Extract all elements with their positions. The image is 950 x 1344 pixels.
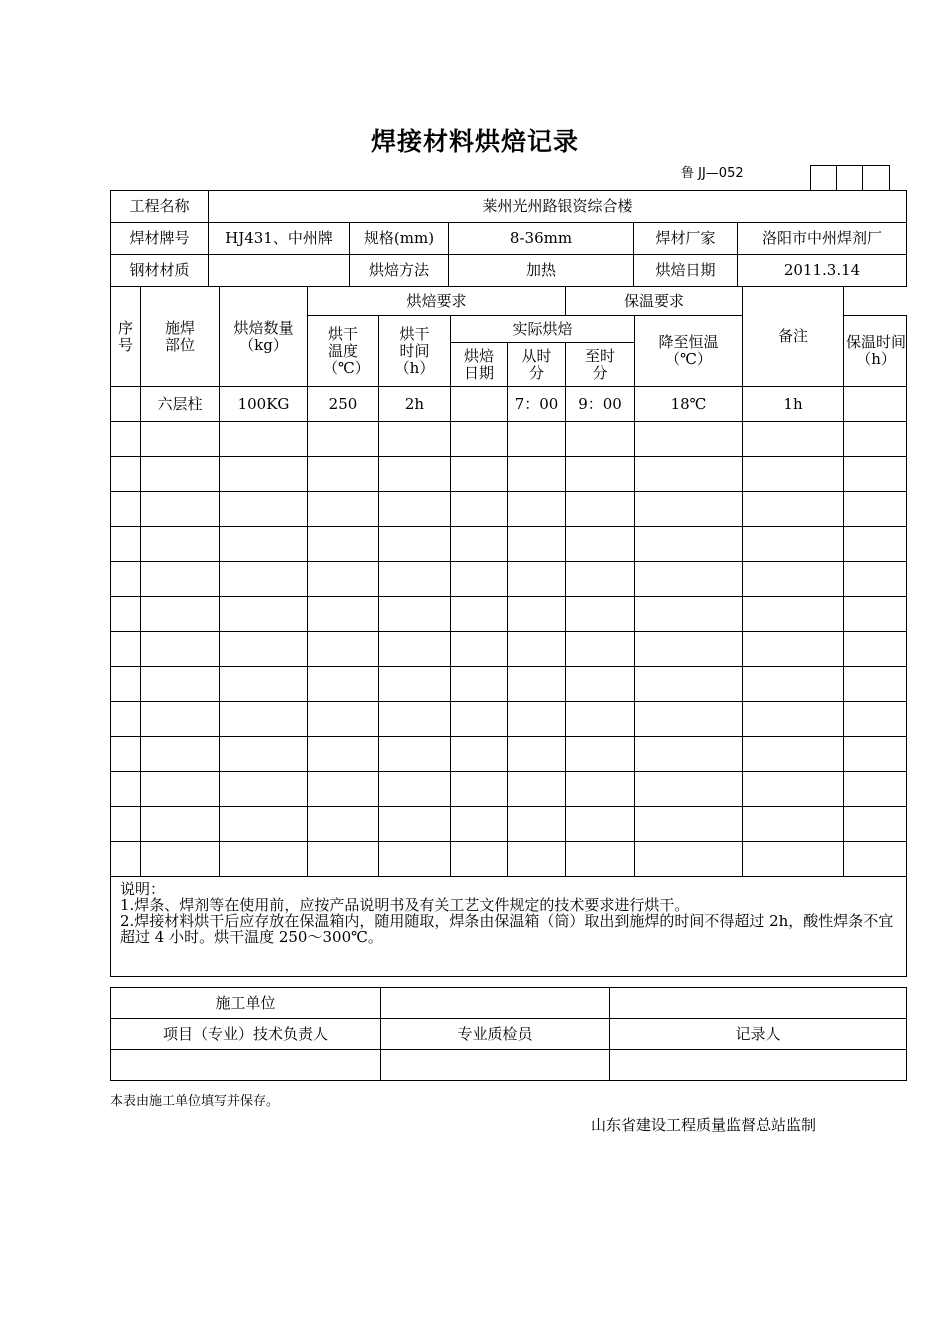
- header-from-time: [508, 343, 566, 387]
- number-boxes: [810, 165, 890, 190]
- table-row: [111, 527, 907, 562]
- cell-dry-temp[interactable]: [308, 702, 379, 737]
- header-remark: 备注: [743, 287, 844, 387]
- cell-position[interactable]: [141, 632, 220, 667]
- header-seq-text: 序号: [117, 318, 133, 354]
- table-row: [111, 772, 907, 807]
- form-title: 焊接材料烘焙记录: [370, 127, 579, 156]
- cell-keep-time[interactable]: [743, 632, 844, 667]
- cell-keep-time[interactable]: [743, 667, 844, 702]
- header-keep-time: [844, 316, 907, 387]
- cell-remark[interactable]: [844, 737, 907, 772]
- cell-remark[interactable]: [844, 807, 907, 842]
- table-row: [111, 737, 907, 772]
- cell-bake-date[interactable]: [451, 422, 508, 457]
- cell-bake-date[interactable]: [451, 807, 508, 842]
- cell-dry-time[interactable]: [379, 667, 451, 702]
- header-from-time-text: 从时分: [521, 346, 552, 382]
- maker-value[interactable]: 洛阳市中州焊剂厂: [738, 223, 907, 255]
- cell-position[interactable]: [141, 842, 220, 877]
- table-row: [111, 457, 907, 492]
- cell-to[interactable]: [566, 597, 635, 632]
- cell-to[interactable]: [566, 492, 635, 527]
- cell-quantity[interactable]: [220, 457, 308, 492]
- cell-remark[interactable]: [844, 422, 907, 457]
- cell-to[interactable]: [566, 842, 635, 877]
- cell-to[interactable]: [566, 422, 635, 457]
- cell-to[interactable]: [566, 527, 635, 562]
- cell-cool-temp[interactable]: [635, 667, 743, 702]
- cell-bake-date[interactable]: [451, 737, 508, 772]
- method-value[interactable]: 加热: [449, 255, 634, 287]
- brand-label: 焊材牌号: [111, 223, 209, 255]
- cell-remark[interactable]: [844, 702, 907, 737]
- cell-cool-temp[interactable]: [635, 457, 743, 492]
- cell-remark[interactable]: [844, 387, 907, 422]
- cell-to[interactable]: [566, 807, 635, 842]
- header-bake-date-text: 烘焙日期: [463, 346, 494, 382]
- cell-dry-temp[interactable]: [308, 527, 379, 562]
- cell-remark[interactable]: [844, 492, 907, 527]
- cell-quantity[interactable]: [220, 632, 308, 667]
- header-to-time-text: 至时分: [585, 346, 616, 382]
- cell-to[interactable]: [566, 457, 635, 492]
- cell-position[interactable]: [141, 737, 220, 772]
- header-quantity: [220, 287, 308, 387]
- record-body: [111, 387, 907, 877]
- header-actual: 实际烘焙: [451, 316, 635, 343]
- notes-line-2: 2.焊接材料烘干后应存放在保温箱内，随用随取，焊条由保温箱（筒）取出到施焊的时间不得超过 2h，酸性焊条不宜超过 4 小时。烘干温度 250～300℃。: [120, 912, 894, 946]
- header-dry-time: [379, 316, 451, 387]
- brand-value[interactable]: HJ431、中州牌: [209, 223, 350, 255]
- cell-from[interactable]: [508, 842, 566, 877]
- cell-seq[interactable]: [111, 527, 141, 562]
- cell-bake-date[interactable]: [451, 562, 508, 597]
- cell-keep-time[interactable]: [743, 457, 844, 492]
- cell-keep-time[interactable]: [743, 702, 844, 737]
- notes-cell: [111, 877, 907, 977]
- cell-remark[interactable]: [844, 632, 907, 667]
- cell-dry-time[interactable]: [379, 772, 451, 807]
- cell-cool-temp[interactable]: [635, 527, 743, 562]
- form-code: 鲁 JJ—052: [681, 166, 744, 181]
- cell-bake-date[interactable]: [451, 527, 508, 562]
- number-box[interactable]: [811, 166, 837, 190]
- cell-position[interactable]: [141, 597, 220, 632]
- cell-remark[interactable]: [844, 457, 907, 492]
- cell-remark[interactable]: [844, 597, 907, 632]
- cell-dry-temp[interactable]: [308, 632, 379, 667]
- cell-remark[interactable]: [844, 527, 907, 562]
- cell-dry-temp[interactable]: [308, 422, 379, 457]
- cell-dry-temp[interactable]: [308, 772, 379, 807]
- cell-bake-date[interactable]: [451, 387, 508, 422]
- cell-bake-date[interactable]: [451, 842, 508, 877]
- cell-dry-temp[interactable]: [308, 842, 379, 877]
- cell-dry-time[interactable]: [379, 842, 451, 877]
- recorder-signature[interactable]: [610, 1050, 907, 1081]
- cell-quantity[interactable]: [220, 422, 308, 457]
- cell-quantity[interactable]: 100KG: [220, 387, 308, 422]
- steel-label: 钢材材质: [111, 255, 209, 287]
- cell-remark[interactable]: [844, 562, 907, 597]
- cell-cool-temp[interactable]: [635, 807, 743, 842]
- number-box[interactable]: [863, 166, 889, 190]
- cell-quantity[interactable]: [220, 772, 308, 807]
- cell-quantity[interactable]: [220, 492, 308, 527]
- cell-position[interactable]: [141, 807, 220, 842]
- cell-cool-temp[interactable]: [635, 492, 743, 527]
- inspector-signature[interactable]: [381, 1050, 610, 1081]
- cell-cool-temp[interactable]: [635, 737, 743, 772]
- header-dry-temp: [308, 316, 379, 387]
- number-box[interactable]: [837, 166, 863, 190]
- table-row: [111, 422, 907, 457]
- cell-dry-temp[interactable]: [308, 562, 379, 597]
- cell-keep-time[interactable]: [743, 527, 844, 562]
- cell-dry-time[interactable]: [379, 422, 451, 457]
- header-seq: [111, 287, 141, 387]
- cell-cool-temp[interactable]: [635, 597, 743, 632]
- cell-dry-temp[interactable]: [308, 737, 379, 772]
- cell-keep-time[interactable]: [743, 807, 844, 842]
- cell-from[interactable]: [508, 632, 566, 667]
- cell-quantity[interactable]: [220, 597, 308, 632]
- cell-quantity[interactable]: [220, 842, 308, 877]
- cell-dry-time[interactable]: [379, 632, 451, 667]
- cell-to[interactable]: [566, 737, 635, 772]
- cell-from[interactable]: [508, 492, 566, 527]
- cell-dry-temp[interactable]: [308, 597, 379, 632]
- cell-bake-date[interactable]: [451, 632, 508, 667]
- cell-to[interactable]: [566, 702, 635, 737]
- unit-label: 施工单位: [111, 988, 381, 1019]
- unit-value-2[interactable]: [610, 988, 907, 1019]
- table-row: [111, 492, 907, 527]
- cell-to[interactable]: 9：00: [566, 387, 635, 422]
- notes-label: 说明：: [120, 880, 166, 898]
- spec-value[interactable]: 8-36mm: [449, 223, 634, 255]
- header-dry-temp-text: 烘干温度（℃）: [323, 324, 370, 377]
- cell-bake-date[interactable]: [451, 772, 508, 807]
- cell-seq[interactable]: [111, 842, 141, 877]
- cell-dry-time[interactable]: [379, 737, 451, 772]
- cell-dry-temp[interactable]: [308, 667, 379, 702]
- cell-keep-time[interactable]: [743, 772, 844, 807]
- cell-dry-time[interactable]: [379, 527, 451, 562]
- cell-keep-time[interactable]: [743, 737, 844, 772]
- cell-keep-time[interactable]: [743, 422, 844, 457]
- cell-seq[interactable]: [111, 422, 141, 457]
- cell-to[interactable]: [566, 562, 635, 597]
- table-row: [111, 807, 907, 842]
- steel-value[interactable]: [209, 255, 350, 287]
- header-bake-req: 烘焙要求: [308, 287, 566, 316]
- cell-cool-temp[interactable]: [635, 842, 743, 877]
- cell-dry-time[interactable]: [379, 807, 451, 842]
- footer-note: 本表由施工单位填写并保存。: [110, 1094, 280, 1109]
- cell-from[interactable]: [508, 422, 566, 457]
- date-value[interactable]: 2011.3.14: [738, 255, 907, 287]
- cell-keep-time[interactable]: [743, 562, 844, 597]
- cell-remark[interactable]: [844, 842, 907, 877]
- header-bake-date: [451, 343, 508, 387]
- cell-cool-temp[interactable]: [635, 702, 743, 737]
- cell-cool-temp[interactable]: [635, 772, 743, 807]
- cell-cool-temp[interactable]: [635, 562, 743, 597]
- table-row: [111, 562, 907, 597]
- cell-dry-time[interactable]: 2h: [379, 387, 451, 422]
- table-row: [111, 667, 907, 702]
- cell-quantity[interactable]: [220, 807, 308, 842]
- cell-position[interactable]: [141, 527, 220, 562]
- cell-quantity[interactable]: [220, 702, 308, 737]
- cell-seq[interactable]: [111, 702, 141, 737]
- table-row: [111, 632, 907, 667]
- table-row: [111, 387, 907, 422]
- cell-position[interactable]: [141, 457, 220, 492]
- cell-seq[interactable]: [111, 562, 141, 597]
- cell-position[interactable]: [141, 492, 220, 527]
- cell-remark[interactable]: [844, 667, 907, 702]
- cell-from[interactable]: [508, 702, 566, 737]
- cell-from[interactable]: [508, 737, 566, 772]
- signature-table: [110, 987, 907, 1081]
- cell-position[interactable]: 六层柱: [141, 387, 220, 422]
- cell-dry-time[interactable]: [379, 597, 451, 632]
- cell-keep-time[interactable]: 1h: [743, 387, 844, 422]
- date-label: 烘焙日期: [634, 255, 738, 287]
- cell-quantity[interactable]: [220, 562, 308, 597]
- table-row: [111, 597, 907, 632]
- inspector-label: 专业质检员: [381, 1019, 610, 1050]
- recorder-label: 记录人: [610, 1019, 907, 1050]
- cell-from[interactable]: [508, 457, 566, 492]
- cell-to[interactable]: [566, 772, 635, 807]
- cell-seq[interactable]: [111, 632, 141, 667]
- tech-lead-signature[interactable]: [111, 1050, 381, 1081]
- cell-quantity[interactable]: [220, 527, 308, 562]
- cell-seq[interactable]: [111, 457, 141, 492]
- cell-seq[interactable]: [111, 492, 141, 527]
- cell-seq[interactable]: [111, 737, 141, 772]
- spec-label: 规格(mm): [350, 223, 449, 255]
- cell-cool-temp[interactable]: 18℃: [635, 387, 743, 422]
- cell-seq[interactable]: [111, 597, 141, 632]
- cell-cool-temp[interactable]: [635, 422, 743, 457]
- header-dry-time-text: 烘干时间（h）: [394, 324, 435, 377]
- cell-position[interactable]: [141, 422, 220, 457]
- cell-from[interactable]: 7：00: [508, 387, 566, 422]
- cell-from[interactable]: [508, 597, 566, 632]
- cell-quantity[interactable]: [220, 667, 308, 702]
- cell-position[interactable]: [141, 562, 220, 597]
- header-position: [141, 287, 220, 387]
- notes-line-1: 1.焊条、焊剂等在使用前，应按产品说明书及有关工艺文件规定的技术要求进行烘干。: [120, 896, 690, 914]
- cell-from[interactable]: [508, 807, 566, 842]
- header-cool-temp: [635, 316, 743, 387]
- cell-from[interactable]: [508, 667, 566, 702]
- header-keep-time-text: 保温时间（h）: [846, 333, 907, 368]
- cell-dry-time[interactable]: [379, 562, 451, 597]
- cell-from[interactable]: [508, 527, 566, 562]
- cell-keep-time[interactable]: [743, 597, 844, 632]
- cell-to[interactable]: [566, 667, 635, 702]
- cell-bake-date[interactable]: [451, 492, 508, 527]
- cell-position[interactable]: [141, 772, 220, 807]
- unit-value-1[interactable]: [381, 988, 610, 1019]
- cell-seq[interactable]: [111, 667, 141, 702]
- cell-bake-date[interactable]: [451, 702, 508, 737]
- cell-quantity[interactable]: [220, 737, 308, 772]
- cell-seq[interactable]: [111, 387, 141, 422]
- supervisor-text: 山东省建设工程质量监督总站监制: [591, 1116, 817, 1134]
- cell-position[interactable]: [141, 667, 220, 702]
- cell-dry-time[interactable]: [379, 492, 451, 527]
- cell-bake-date[interactable]: [451, 457, 508, 492]
- cell-dry-temp[interactable]: [308, 492, 379, 527]
- project-value[interactable]: 莱州光州路银资综合楼: [209, 191, 907, 223]
- cell-dry-time[interactable]: [379, 702, 451, 737]
- cell-bake-date[interactable]: [451, 667, 508, 702]
- cell-dry-temp[interactable]: [308, 457, 379, 492]
- table-row: [111, 842, 907, 877]
- header-quantity-text: 烘焙数量（kg）: [233, 318, 294, 354]
- table-row: [111, 702, 907, 737]
- header-position-text: 施焊部位: [164, 318, 195, 354]
- maker-label: 焊材厂家: [634, 223, 738, 255]
- cell-dry-temp[interactable]: [308, 807, 379, 842]
- info-table: [110, 190, 907, 287]
- cell-seq[interactable]: [111, 807, 141, 842]
- cell-cool-temp[interactable]: [635, 632, 743, 667]
- method-label: 烘焙方法: [350, 255, 449, 287]
- cell-position[interactable]: [141, 702, 220, 737]
- header-cool-temp-text: 降至恒温（℃）: [658, 333, 719, 368]
- project-label: 工程名称: [111, 191, 209, 223]
- cell-keep-time[interactable]: [743, 492, 844, 527]
- cell-from[interactable]: [508, 772, 566, 807]
- record-table: [110, 286, 907, 977]
- cell-bake-date[interactable]: [451, 597, 508, 632]
- cell-keep-time[interactable]: [743, 842, 844, 877]
- header-to-time: [566, 343, 635, 387]
- tech-lead-label: 项目（专业）技术负责人: [111, 1019, 381, 1050]
- cell-from[interactable]: [508, 562, 566, 597]
- cell-remark[interactable]: [844, 772, 907, 807]
- cell-dry-temp[interactable]: 250: [308, 387, 379, 422]
- header-keep-req: 保温要求: [566, 287, 743, 316]
- cell-seq[interactable]: [111, 772, 141, 807]
- cell-to[interactable]: [566, 632, 635, 667]
- cell-dry-time[interactable]: [379, 457, 451, 492]
